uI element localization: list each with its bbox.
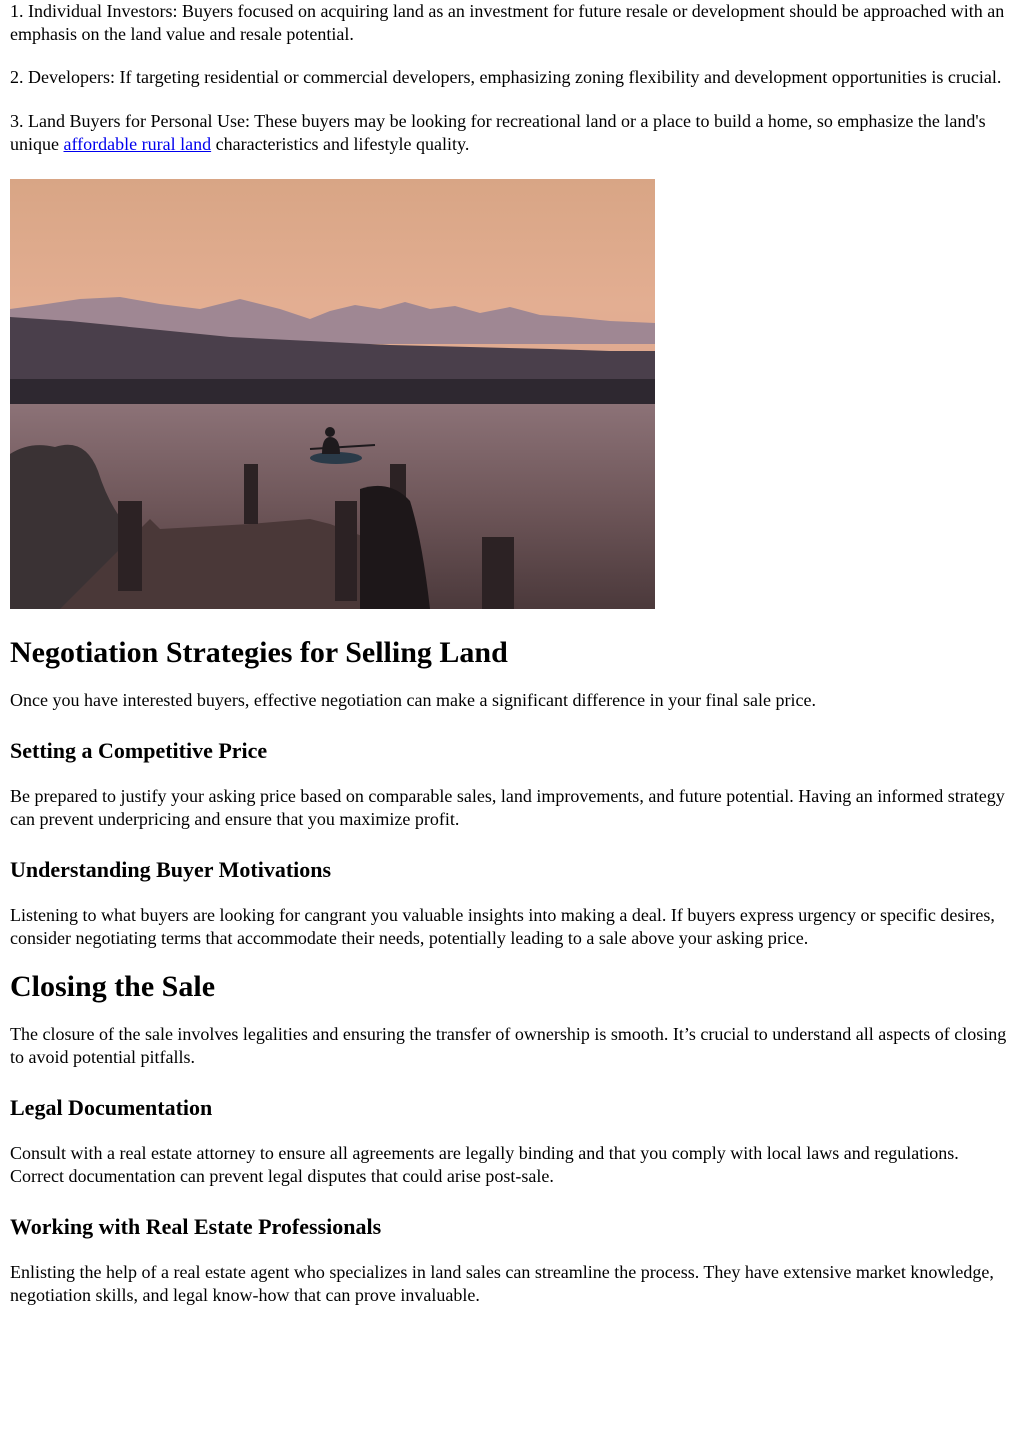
legal-documentation-heading: Legal Documentation (10, 1095, 213, 1120)
dock-post-3 (335, 501, 357, 601)
real-estate-professionals-heading: Working with Real Estate Professionals (10, 1214, 382, 1239)
dock-post-5 (482, 537, 514, 609)
list-item-personal-use-tail: characteristics and lifestyle quality. (211, 134, 470, 154)
buyer-motivations-body: Listening to what buyers are looking for cangrant you valuable insights into making a deal. If buyers express urgency or specific desires, consider negotiating terms that accommodate their needs, potentially leading to a sale above your asking price. (10, 905, 995, 948)
kayaker-head (325, 427, 335, 437)
dock-post-1 (244, 464, 258, 524)
negotiation-intro: Once you have interested buyers, effective negotiation can make a significant difference in your final sale price. (10, 690, 817, 710)
shoreline (10, 379, 655, 404)
competitive-price-heading: Setting a Competitive Price (10, 738, 268, 763)
negotiation-heading: Negotiation Strategies for Selling Land (10, 636, 508, 669)
dock-post-2 (118, 501, 142, 591)
closing-intro: The closure of the sale involves legalities and ensuring the transfer of ownership is smooth. It’s crucial to understand all aspects of closing to avoid potential pitfalls. (10, 1024, 1007, 1067)
real-estate-professionals-body: Enlisting the help of a real estate agent who specializes in land sales can streamline the process. They have extensive market knowledge, negotiation skills, and legal know-how that can prove invaluable. (10, 1262, 994, 1305)
list-item-developers: 2. Developers: If targeting residential or commercial developers, emphasizing zoning flexibility and development opportunities is crucial. (10, 67, 1002, 87)
legal-documentation-body: Consult with a real estate attorney to ensure all agreements are legally binding and that you comply with local laws and regulations. Correct documentation can prevent legal disputes that could arise post-sale. (10, 1143, 959, 1186)
buyer-motivations-heading: Understanding Buyer Motivations (10, 857, 332, 882)
closing-heading: Closing the Sale (10, 970, 216, 1003)
list-item-investors: 1. Individual Investors: Buyers focused on acquiring land as an investment for future resale or development should be approached with an emphasis on the land value and resale potential. (10, 1, 1005, 44)
list-item-personal-use (10, 110, 1014, 156)
competitive-price-body: Be prepared to justify your asking price based on comparable sales, land improvements, and future potential. Having an informed strategy can prevent underpricing and ensure that you maximize profit. (10, 786, 1005, 829)
list-item-personal-use-text: 3. Land Buyers for Personal Use: These buyers may be looking for recreational land or a place to build a home, so emphasize the land's unique (10, 111, 986, 154)
lake-dock-photo (10, 179, 655, 609)
affordable-rural-land-link[interactable]: affordable rural land (63, 134, 212, 154)
